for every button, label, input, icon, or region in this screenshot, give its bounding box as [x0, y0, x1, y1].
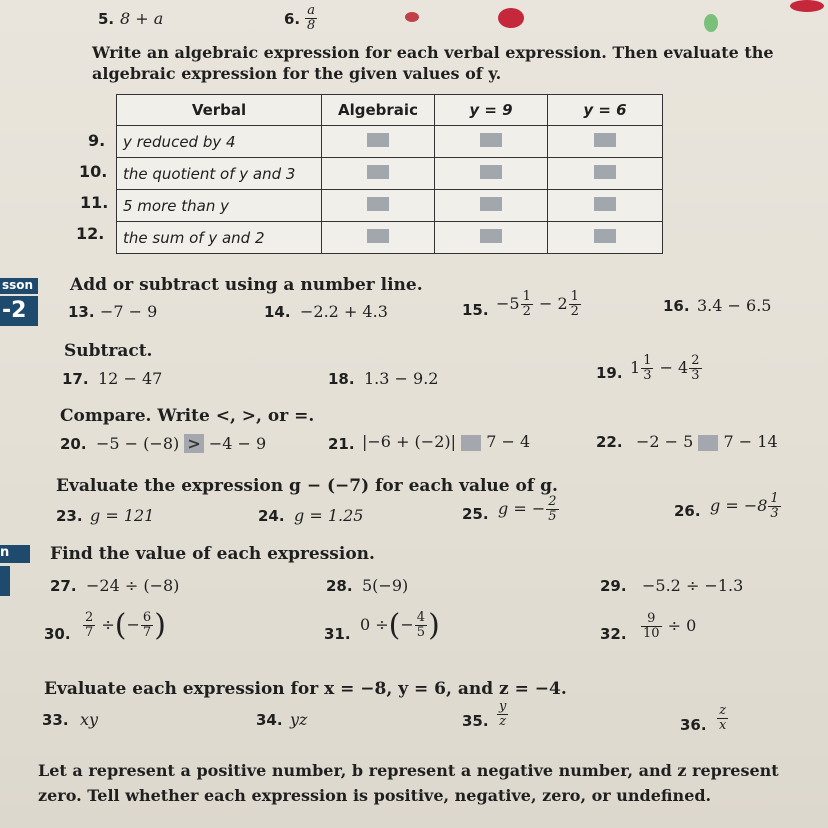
lesson-tab: n	[0, 545, 30, 563]
problem-number: 13.	[68, 303, 95, 321]
answer-box[interactable]	[594, 229, 616, 243]
instructions-line: zero. Tell whether each expression is positive, negative, zero, or undefined.	[38, 786, 712, 805]
answer-cell[interactable]	[548, 126, 663, 158]
problem-number: 26.	[674, 502, 701, 520]
problem-number: 22.	[596, 433, 623, 451]
answer-cell[interactable]	[322, 190, 435, 222]
instructions-line: Write an algebraic expression for each verbal expression. Then evaluate the	[92, 43, 774, 62]
section-heading: Subtract.	[64, 341, 153, 361]
problem-number: 31.	[324, 625, 351, 643]
answer-cell[interactable]	[435, 158, 548, 190]
problem-expression: −5 $\frac{1}{2}$ − 2 $\frac{1}{2}$	[496, 289, 579, 319]
verbal-cell: 5 more than y	[117, 190, 322, 222]
problem-number: 15.	[462, 301, 489, 319]
lesson-tab-bar	[0, 566, 10, 596]
answer-cell[interactable]	[435, 190, 548, 222]
problem-number: 29.	[600, 577, 627, 595]
answer-box[interactable]	[480, 133, 502, 147]
problem-number: 24.	[258, 507, 285, 525]
answer-cell[interactable]	[322, 222, 435, 254]
problem-number: 36.	[680, 716, 707, 734]
problem-expression: 0 ÷(− $\frac{4}{5}$ )	[360, 608, 440, 643]
problem-expression: −2.2 + 4.3	[300, 302, 388, 321]
problem-number: 20.	[60, 435, 87, 453]
answer-box[interactable]	[480, 197, 502, 211]
problem-number: 34.	[256, 711, 283, 729]
section-heading: Compare. Write <, >, or =.	[60, 406, 315, 426]
section-heading: Add or subtract using a number line.	[70, 275, 423, 295]
instructions-line: algebraic expression for the given values of y.	[92, 64, 502, 83]
section-heading: Find the value of each expression.	[50, 544, 375, 564]
answer-cell[interactable]	[322, 126, 435, 158]
problem-number: 19.	[596, 364, 623, 382]
red-blot	[790, 0, 824, 12]
problem-number: 16.	[663, 297, 690, 315]
answer-box[interactable]	[480, 165, 502, 179]
answer-cell[interactable]	[435, 222, 548, 254]
problem-expression: g = − $\frac{2}{5}$	[498, 494, 557, 524]
problem-number: 23.	[56, 507, 83, 525]
problem-expression: $\frac{2}{7}$ ÷(− $\frac{6}{7}$ )	[85, 608, 166, 643]
problem-expression: g = 1.25	[294, 506, 364, 525]
problem-expression: |−6 + (−2)| 7 − 4	[362, 432, 531, 451]
answer-box[interactable]	[367, 133, 389, 147]
header-y9: y = 9	[435, 95, 548, 126]
answer-box[interactable]	[367, 165, 389, 179]
lesson-tab: -2	[0, 296, 38, 326]
answer-cell[interactable]	[435, 126, 548, 158]
problem-expression: g = 121	[90, 506, 155, 525]
problem-expression: 1 $\frac{1}{3}$ − 4 $\frac{2}{3}$	[630, 353, 700, 383]
problem-expression: −7 − 9	[100, 302, 158, 321]
problem-number: 35.	[462, 712, 489, 730]
problem-expression: xy	[80, 710, 99, 729]
lesson-tab: sson	[0, 278, 38, 294]
row-number: 12.	[76, 224, 105, 243]
problem-expression: 1.3 − 9.2	[364, 369, 439, 388]
row-number: 9.	[88, 131, 106, 150]
problem-expression: g = −8 $\frac{1}{3}$	[710, 491, 779, 521]
section-heading: Evaluate the expression g − (−7) for each value of g.	[56, 476, 558, 496]
verbal-cell: the sum of y and 2	[117, 222, 322, 254]
problem-number: 6.	[284, 10, 301, 28]
problem-expression: 5(−9)	[362, 576, 409, 595]
answer-box[interactable]	[698, 435, 718, 451]
verbal-cell: the quotient of y and 3	[117, 158, 322, 190]
problem-number: 5.	[98, 10, 115, 28]
red-blot	[405, 12, 419, 22]
problem-expression: $\frac{y}{z}$	[499, 699, 507, 729]
problem-expression: 3.4 − 6.5	[697, 296, 772, 315]
answer-box[interactable]: >	[184, 434, 203, 453]
green-blot	[704, 14, 718, 32]
problem-expression: −24 ÷ (−8)	[86, 576, 180, 595]
answer-box[interactable]	[461, 435, 481, 451]
row-number: 11.	[80, 193, 109, 212]
answer-cell[interactable]	[322, 158, 435, 190]
problem-number: 14.	[264, 303, 291, 321]
answer-box[interactable]	[594, 133, 616, 147]
answer-cell[interactable]	[548, 158, 663, 190]
problem-expression: −2 − 5 7 − 14	[636, 432, 778, 451]
problem-expression: $\frac{9}{10}$ ÷ 0	[643, 611, 697, 641]
table-row	[117, 222, 663, 254]
problem-number: 33.	[42, 711, 69, 729]
problem-expression: 12 − 47	[98, 369, 163, 388]
instructions-line: Let a represent a positive number, b represent a negative number, and z represent	[38, 761, 779, 780]
problem-number: 32.	[600, 625, 627, 643]
table-row	[117, 190, 663, 222]
answer-cell[interactable]	[548, 190, 663, 222]
problem-number: 17.	[62, 370, 89, 388]
problem-number: 18.	[328, 370, 355, 388]
header-verbal: Verbal	[117, 95, 322, 126]
problem-number: 25.	[462, 505, 489, 523]
problem-expression: 8 + a	[120, 9, 164, 28]
red-blot	[498, 8, 524, 28]
problem-expression: $\frac{z}{x}$	[719, 703, 727, 733]
answer-box[interactable]	[594, 165, 616, 179]
answer-box[interactable]	[480, 229, 502, 243]
problem-expression: −5.2 ÷ −1.3	[642, 576, 744, 595]
row-number: 10.	[79, 162, 108, 181]
answer-box[interactable]	[594, 197, 616, 211]
section-heading: Evaluate each expression for x = −8, y = 6, and z = −4.	[44, 679, 567, 699]
problem-expression: yz	[290, 710, 308, 729]
header-algebraic: Algebraic	[322, 95, 435, 126]
table-header-row	[117, 95, 663, 126]
problem-expression: −5 − (−8) > −4 − 9	[96, 434, 267, 453]
table-row	[117, 126, 663, 158]
answer-box[interactable]	[367, 197, 389, 211]
header-y6: y = 6	[548, 95, 663, 126]
fraction: $\frac{a}{8}$	[307, 3, 316, 33]
verbal-cell: y reduced by 4	[117, 126, 322, 158]
problem-number: 27.	[50, 577, 77, 595]
problem-number: 28.	[326, 577, 353, 595]
problem-number: 30.	[44, 625, 71, 643]
verbal-expression-table	[116, 94, 663, 254]
answer-box[interactable]	[367, 229, 389, 243]
table-row	[117, 158, 663, 190]
problem-number: 21.	[328, 435, 355, 453]
answer-cell[interactable]	[548, 222, 663, 254]
